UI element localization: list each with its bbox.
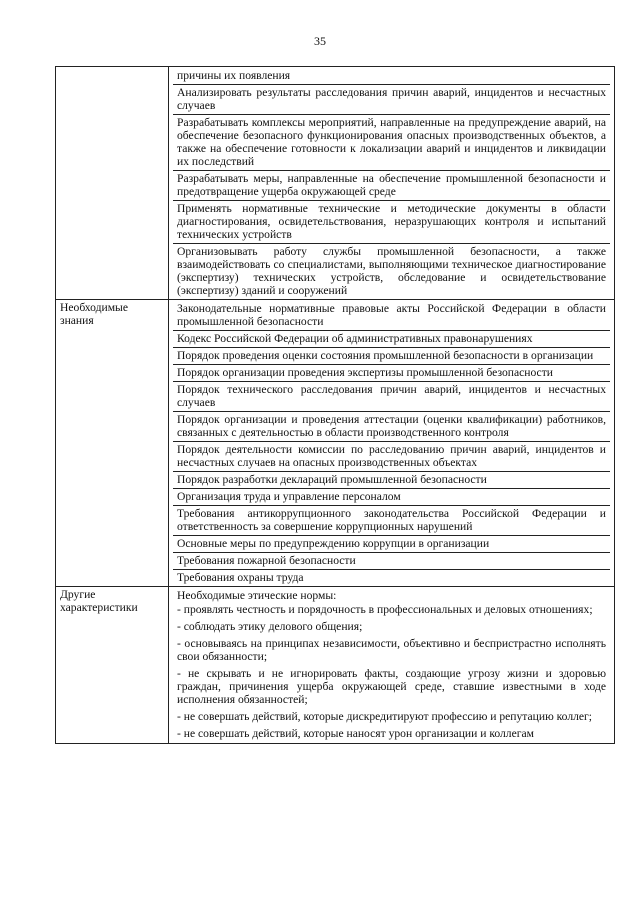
list-item: Требования антикоррупционного законодательства Российской Федерации и ответственность за совершение коррупционных нарушений bbox=[173, 506, 610, 536]
list-item: - соблюдать этику делового общения; bbox=[177, 620, 363, 633]
list-item: Разрабатывать меры, направленные на обеспечение промышленной безопасности и предотвращение ущерба окружающей среде bbox=[173, 171, 610, 201]
list-item: - не совершать действий, которые дискредитируют профессию и репутацию коллег; bbox=[177, 710, 593, 723]
list-item: Применять нормативные технические и методические документы в области диагностирования, освидетельствования, неразрушающих контроля и испытаний технических устройств bbox=[173, 201, 610, 244]
list-item: - основываясь на принципах независимости, объективно и беспристрастно исполнять свои обязанности; bbox=[177, 637, 606, 663]
table-row bbox=[56, 300, 615, 587]
row-content bbox=[169, 300, 615, 587]
table-row bbox=[56, 67, 615, 300]
row-content bbox=[169, 587, 615, 744]
list-item: Порядок деятельности комиссии по расследованию причин аварий, инцидентов и несчастных случаев на опасных производственных объектах bbox=[173, 442, 610, 472]
list-item: Порядок организации и проведения аттестации (оценки квалификации) работников, связанных с деятельностью в области производственного контроля bbox=[173, 412, 610, 442]
list-item: Основные меры по предупреждению коррупции в организации bbox=[173, 536, 610, 553]
row-label: Необходимые знания bbox=[56, 300, 169, 587]
list-item: Требования пожарной безопасности bbox=[173, 553, 610, 570]
list-item: - не скрывать и не игнорировать факты, создающие угрозу жизни и здоровью граждан, причинения ущерба окружающей среде, ставшие известными в ходе исполнения обязанностей; bbox=[177, 667, 606, 706]
list-item: Требования охраны труда bbox=[177, 571, 304, 584]
list-item: Порядок разработки деклараций промышленной безопасности bbox=[173, 472, 610, 489]
list-item: Порядок проведения оценки состояния промышленной безопасности в организации bbox=[173, 348, 610, 365]
row-content bbox=[169, 67, 615, 300]
list-item: Разрабатывать комплексы мероприятий, направленные на предупреждение аварий, на обеспечение безопасного функционирования опасных производственных объектов, а также на обеспечение готовности к локализации аварий и инцидентов и ликвидации их последствий bbox=[173, 115, 610, 171]
list-item: Организация труда и управление персоналом bbox=[173, 489, 610, 506]
row-label bbox=[56, 67, 169, 300]
ethics-intro: Необходимые этические нормы: bbox=[177, 589, 337, 602]
list-item: Порядок технического расследования причин аварий, инцидентов и несчастных случаев bbox=[173, 382, 610, 412]
list-item: причины их появления bbox=[173, 68, 610, 85]
list-item: Анализировать результаты расследования причин аварий, инцидентов и несчастных случаев bbox=[173, 85, 610, 115]
page-number: 35 bbox=[314, 34, 326, 48]
competency-table bbox=[55, 66, 615, 744]
list-item: - не совершать действий, которые наносят урон организации и коллегам bbox=[177, 727, 534, 740]
list-item: Законодательные нормативные правовые акты Российской Федерации в области промышленной безопасности bbox=[173, 301, 610, 331]
list-item: Кодекс Российской Федерации об административных правонарушениях bbox=[173, 331, 610, 348]
list-item: - проявлять честность и порядочность в профессиональных и деловых отношениях; bbox=[177, 603, 593, 616]
row-label: Другие характеристики bbox=[56, 587, 169, 744]
list-item: Организовывать работу службы промышленной безопасности, а также взаимодействовать со специалистами, выполняющими техническое диагностирование (экспертизу) технических устройств, обследование и освидетельствование (экспертизу) зданий и сооружений bbox=[177, 245, 606, 297]
list-item: Порядок организации проведения экспертизы промышленной безопасности bbox=[173, 365, 610, 382]
table-row bbox=[56, 587, 615, 744]
